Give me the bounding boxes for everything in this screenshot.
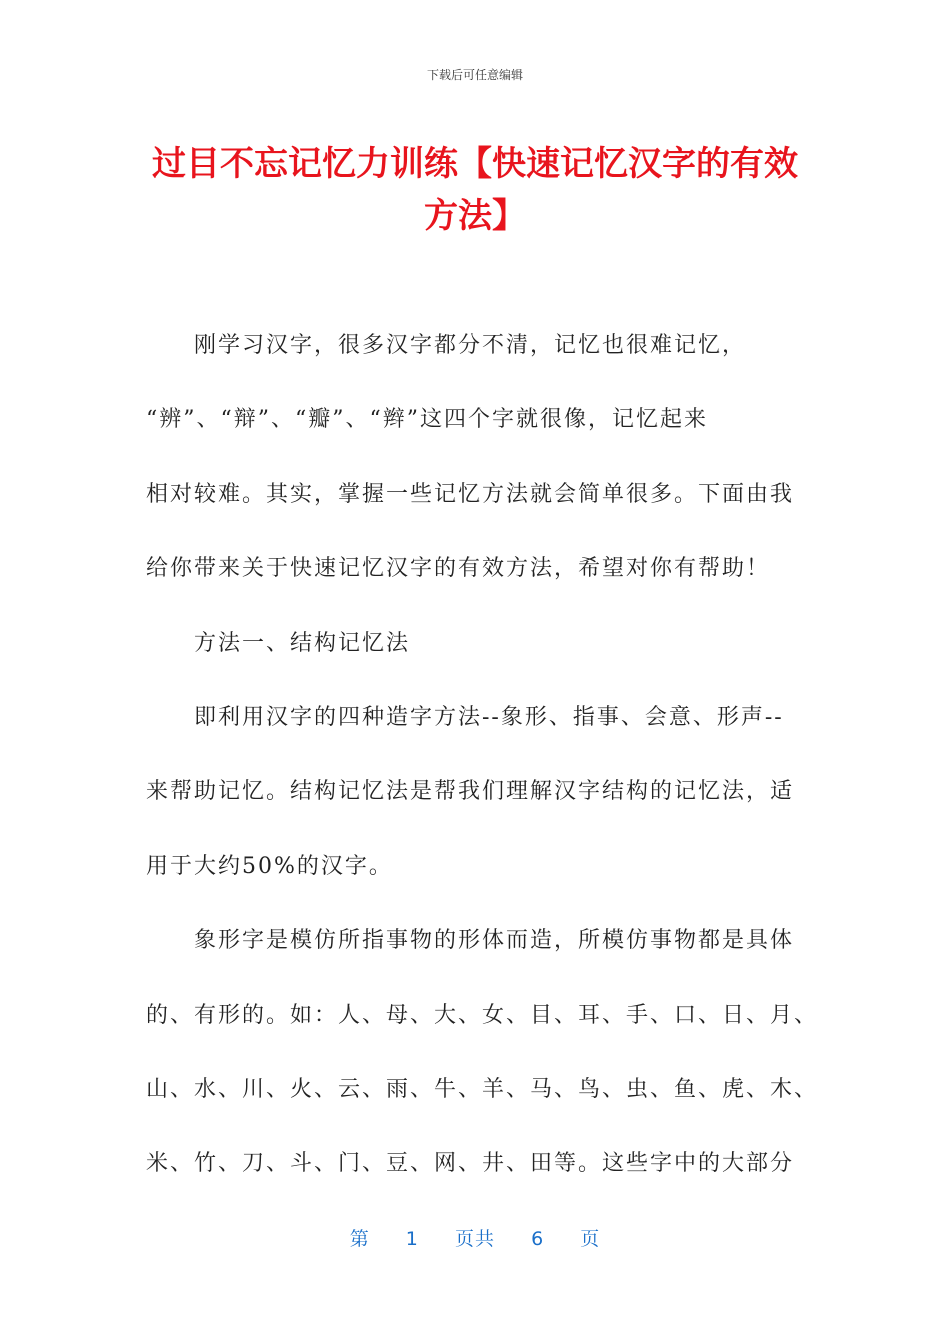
section-heading: 方法一、结构记忆法 [194, 630, 411, 656]
footer-prefix: 第 [349, 1228, 370, 1250]
footer-current-page: 1 [405, 1228, 419, 1250]
header-note: 下载后可任意编辑 [426, 68, 523, 82]
page-footer [0, 1224, 950, 1251]
title-line-2: 方法】 [424, 196, 526, 236]
body-line: 刚学习汉字，很多汉字都分不清，记忆也很难记忆， [194, 333, 747, 358]
footer-suffix: 页 [580, 1228, 601, 1250]
body-line: 相对较难。其实，掌握一些记忆方法就会简单很多。下面由我 [146, 481, 795, 507]
footer-middle: 页共 [454, 1228, 495, 1250]
body-line: 用于大约50%的汉字。 [146, 853, 393, 879]
footer-total-pages: 6 [531, 1228, 545, 1250]
body-line: 山、水、川、火、云、雨、牛、羊、马、鸟、虫、鱼、虎、木、 [146, 1076, 819, 1102]
body-line: 象形字是模仿所指事物的形体而造，所模仿事物都是具体 [194, 928, 795, 954]
body-line: 来帮助记忆。结构记忆法是帮我们理解汉字结构的记忆法，适 [146, 779, 795, 805]
body-line: 的、有形的。如：人、母、大、女、目、耳、手、口、日、月、 [146, 1002, 819, 1028]
body-line: 即利用汉字的四种造字方法--象形、指事、会意、形声-- [194, 704, 784, 730]
body-line: 米、竹、刀、斗、门、豆、网、井、田等。这些字中的大部分 [146, 1151, 795, 1177]
body-line: “辨”、“辩”、“瓣”、“辫”这四个字就很像，记忆起来 [146, 407, 708, 433]
document-title [130, 138, 820, 242]
document-body [146, 320, 819, 1213]
title-line-1: 过目不忘记忆力训练【快速记忆汉字的有效 [152, 144, 798, 184]
body-line: 给你带来关于快速记忆汉字的有效方法，希望对你有帮助！ [146, 556, 771, 582]
